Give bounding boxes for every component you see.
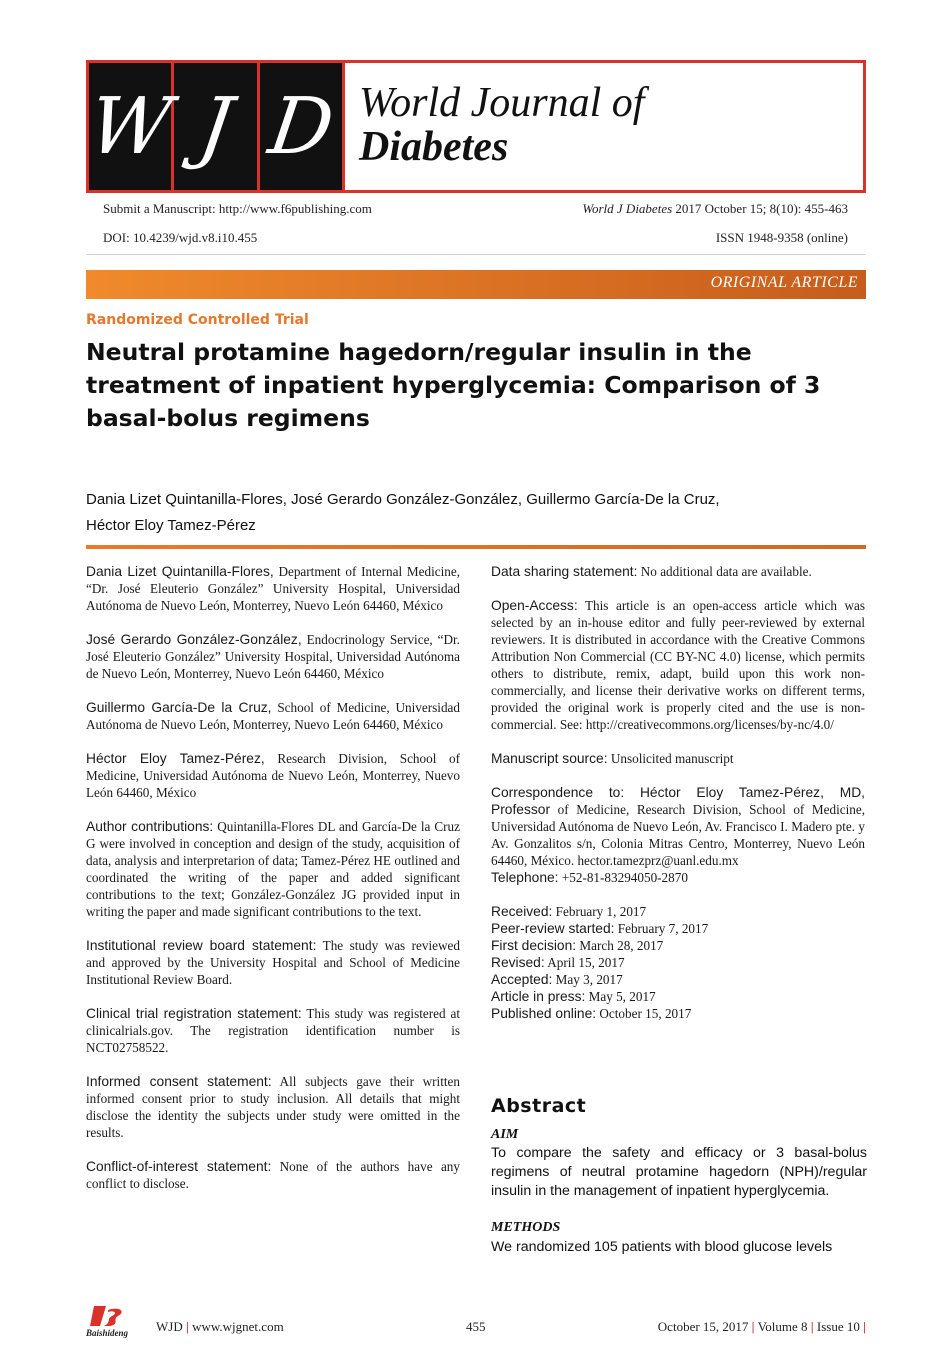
author-contributions [86, 818, 460, 920]
section-rule [86, 545, 866, 549]
paragraph-text: This article is an open-access article which was selected by an in-house editor and fully peer-reviewed by external reviewers. It is distributed in accordance with the Creative Commons Attribution Non Commercial (CC BY-NC 4.0) license, which permits others to distribute, remix, adapt, build upon this work non-commercially, and license their derivative works on different terms, provided the original work is properly cited and the use is non-commercial. See: http://creativecommons.org/licenses/by-nc/4.0/ [491, 598, 865, 732]
date-label: Published online: [491, 1006, 597, 1021]
article-title: Neutral protamine hagedorn/regular insulin in the treatment of inpatient hyperglycemia: Comparison of 3 basal-bolus regimens [86, 338, 821, 432]
author-line: Dania Lizet Quintanilla-Flores, José Gerardo González-González, Guillermo García-De la Cruz, [86, 491, 720, 508]
paragraph-text: Endocrinology Service, “Dr. José Eleuterio González” University Hospital, Universidad Autónoma de Nuevo León, Monterrey, Nuevo León 64460, México [86, 632, 460, 681]
paragraph-text: School of Medicine, Universidad Autónoma de Nuevo León, Monterrey, Nuevo León 64460, México [86, 700, 460, 732]
logo-letter: D [263, 81, 339, 172]
author-list [86, 487, 846, 539]
date-value: February 1, 2017 [552, 904, 647, 919]
date-value: October 15, 2017 [596, 1006, 692, 1021]
footer-issue-info [658, 1319, 866, 1335]
paragraph-label: Conflict-of-interest statement: [86, 1159, 272, 1174]
date-value: March 28, 2017 [576, 938, 664, 953]
date-label: Received: [491, 904, 553, 919]
paragraph-label: Telephone: [491, 870, 559, 885]
page-footer [86, 1300, 866, 1340]
footer-url[interactable]: www.wjgnet.com [192, 1319, 284, 1334]
paragraph-text: Department of Internal Medicine, “Dr. José Eleuterio González” University Hospital, Universidad Autónoma de Nuevo León, Monterrey, Nuevo León 64460, México [86, 564, 460, 613]
trial-registration [86, 1005, 460, 1056]
issn: ISSN 1948-9358 (online) [715, 230, 848, 245]
date-label: Accepted: [491, 972, 553, 987]
logo-letter: J [193, 81, 238, 172]
citation-details: 2017 October 15; 8(10): 455-463 [675, 201, 848, 216]
aim-text: To compare the safety and efficacy or 3 basal-bolus regimens of neutral protamine hagedorn (NPH)/regular insulin in the management of inpatient hyperglycemia. [491, 1145, 867, 1199]
date-label: Peer-review started: [491, 921, 615, 936]
paragraph-label: Open-Access: [491, 598, 578, 613]
methods-text: We randomized 105 patients with blood glucose levels [491, 1239, 833, 1255]
logo-letter: W [83, 81, 177, 172]
informed-consent [86, 1073, 460, 1141]
abstract-heading: Abstract [491, 1095, 587, 1117]
footer-date: October 15, 2017 [657, 1319, 749, 1334]
date-value: May 5, 2017 [585, 989, 656, 1004]
separator: | [751, 1319, 755, 1334]
paragraph-label: Guillermo García-De la Cruz, [86, 700, 272, 715]
methods-heading: METHODS [491, 1220, 561, 1235]
submit-link[interactable]: Submit a Manuscript: http://www.f6publishing.com [103, 201, 372, 216]
date-row [491, 971, 865, 988]
date-row [491, 988, 865, 1005]
article-dates [491, 903, 865, 1022]
article-type: Randomized Controlled Trial [86, 312, 309, 328]
paragraph-text: Research Division, School of Medicine, Universidad Autónoma de Nuevo León, Monterrey, Nuevo León 64460, México [86, 751, 461, 800]
affiliation-paragraph [86, 750, 460, 801]
paragraph-label: Institutional review board statement: [86, 938, 317, 953]
date-label: First decision: [491, 938, 577, 953]
journal-logo [83, 63, 345, 190]
svg-text:Baishideng: Baishideng [86, 1328, 129, 1338]
date-value: May 3, 2017 [552, 972, 623, 987]
paragraph-text: +52-81-83294050-2870 [558, 870, 688, 885]
separator: | [810, 1319, 814, 1334]
irb-statement [86, 937, 460, 988]
logo-cell-w [83, 63, 177, 190]
doi[interactable]: DOI: 10.4239/wjd.v8.i10.455 [103, 230, 258, 245]
correspondence [491, 784, 865, 869]
logo-cell-j [174, 63, 259, 190]
affiliation-paragraph [86, 699, 460, 733]
telephone [491, 869, 865, 886]
citation [582, 201, 848, 217]
paragraph-text: No additional data are available. [637, 564, 812, 579]
affiliation-paragraph [86, 563, 460, 614]
section-banner [86, 270, 866, 299]
paragraph-label: Manuscript source: [491, 751, 608, 766]
paragraph-label: José Gerardo González-González, [86, 632, 302, 647]
journal-name-line1: World Journal of [359, 80, 645, 126]
paragraph-label: Correspondence to: Héctor Eloy Tamez-Pérez, MD, Professor [491, 785, 865, 817]
right-column [491, 563, 865, 1022]
paragraph-text: The study was reviewed and approved by the University Hospital and School of Medicine Institutional Review Board. [86, 938, 460, 987]
paragraph-label: Clinical trial registration statement: [86, 1006, 302, 1021]
paragraph-text: of Medicine, Research Division, School of Medicine, Universidad Autónoma de Nuevo León, Av. Francisco I. Madero pte. y Av. Gonzalitos s/n, Colonia Mitras Centro, Monterrey, Nuevo León 64460, México. hector.tamezprz@uanl.edu.mx [491, 802, 865, 868]
citation-journal: World J Diabetes [582, 201, 673, 216]
journal-name-line2: Diabetes [359, 124, 509, 170]
date-row [491, 954, 865, 971]
footer-journal-abbrev: WJD [156, 1319, 183, 1334]
date-label: Revised: [491, 955, 545, 970]
paragraph-label: Dania Lizet Quintanilla-Flores, [86, 564, 274, 579]
footer-issue: Issue 10 [816, 1319, 860, 1334]
open-access [491, 597, 865, 733]
divider [86, 254, 866, 255]
aim-heading: AIM [491, 1127, 519, 1142]
separator: | [863, 1319, 866, 1334]
date-row [491, 937, 865, 954]
logo-cell-d [260, 63, 345, 190]
date-row [491, 920, 865, 937]
footer-journal [156, 1319, 284, 1335]
journal-name [359, 81, 644, 169]
data-sharing [491, 563, 865, 580]
date-value: February 7, 2017 [614, 921, 709, 936]
date-value: April 15, 2017 [544, 955, 625, 970]
paragraph-text: This study was registered at clinicalrials.gov. The registration identification number is NCT02758522. [86, 1006, 460, 1055]
paragraph-text: Unsolicited manuscript [607, 751, 734, 766]
section-banner-label: ORIGINAL ARTICLE [710, 274, 858, 291]
separator: | [185, 1319, 189, 1334]
journal-masthead [83, 60, 866, 193]
paragraph-text: All subjects gave their written informed consent prior to study inclusion. All details that might disclose the identity the subjects under study were omitted in the results. [86, 1074, 460, 1140]
author-line: Héctor Eloy Tamez-Pérez [86, 517, 256, 534]
page-number: 455 [466, 1319, 486, 1334]
paragraph-label: Héctor Eloy Tamez-Pérez, [86, 751, 265, 766]
left-column [86, 563, 460, 1209]
paragraph-label: Author contributions: [86, 819, 214, 834]
conflict-statement [86, 1158, 460, 1192]
paragraph-text: None of the authors have any conflict to disclose. [86, 1159, 460, 1191]
paragraph-label: Informed consent statement: [86, 1074, 272, 1089]
date-row [491, 903, 865, 920]
paragraph-text: Quintanilla-Flores DL and García-De la Cruz G were involved in conception and design of the study, acquisition of data, analysis and interpretarion of data; Tamez-Pérez HE outlined and coordinated the writing of the paper and added significant contributions to the text; González-González JG provided input in writing the paper and made significant contributions to the text. [86, 819, 460, 919]
footer-volume: Volume 8 [757, 1319, 808, 1334]
paragraph-label: Data sharing statement: [491, 564, 638, 579]
affiliation-paragraph [86, 631, 460, 682]
publisher-logo-icon [86, 1304, 140, 1338]
date-label: Article in press: [491, 989, 586, 1004]
manuscript-source [491, 750, 865, 767]
date-row [491, 1005, 865, 1022]
